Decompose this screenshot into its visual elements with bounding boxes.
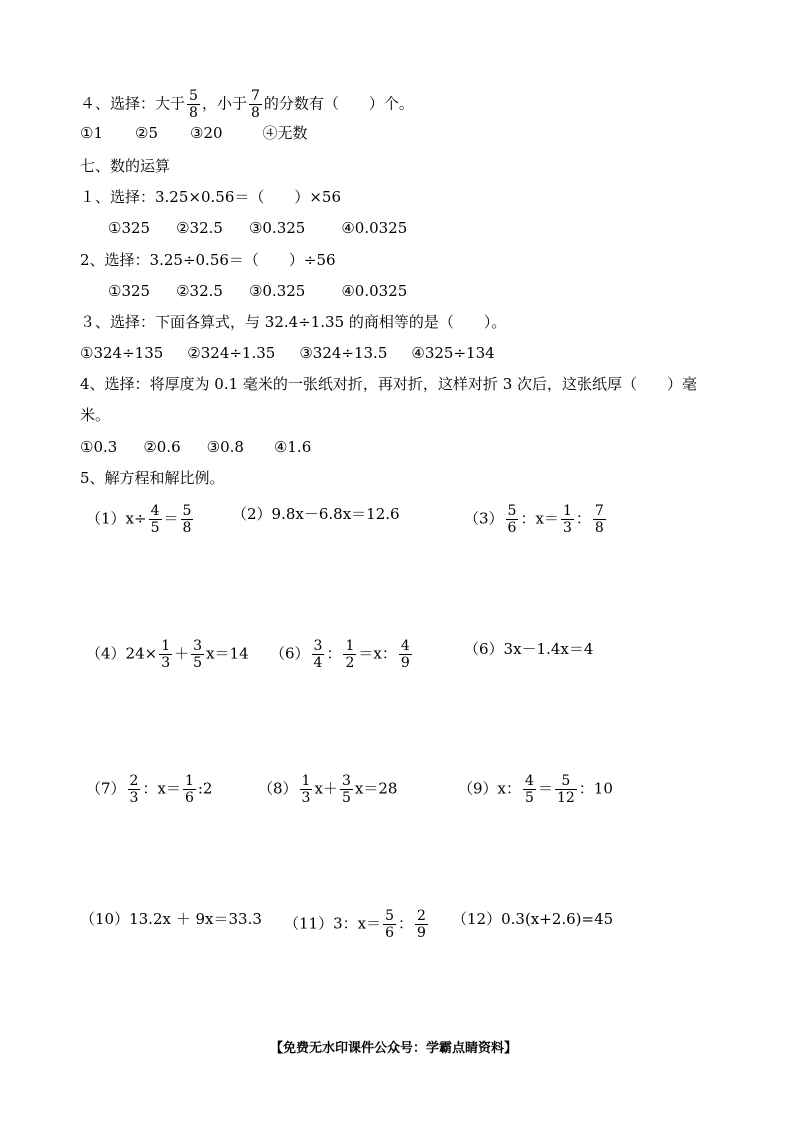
q3-options bbox=[80, 344, 495, 362]
fraction: $\frac{1}{6}$ bbox=[184, 773, 194, 806]
question-4b-line1: 4、选择：将厚度为 0.1 毫米的一张纸对折，再对折，这样对折 3 次后，这张纸厚（ ）毫 bbox=[80, 375, 698, 393]
option: ②5 bbox=[135, 124, 158, 142]
fraction: $\frac{1}{2}$ bbox=[345, 638, 355, 671]
equation-2: （2）9.8x－6.8x＝12.6 bbox=[232, 505, 400, 523]
option: ④0.0325 bbox=[341, 282, 408, 300]
fraction: $\frac{1}{3}$ bbox=[161, 638, 171, 671]
equation-10: （10）13.2x ＋ 9x＝33.3 bbox=[80, 910, 262, 928]
equation-1: （1）x÷ $\frac{4}{5}$ ＝ $\frac{5}{8}$ bbox=[86, 503, 192, 536]
q4-suffix: 的分数有（ ）个。 bbox=[263, 94, 414, 113]
fraction: $\frac{4}{5}$ bbox=[525, 773, 534, 806]
q4b-options bbox=[80, 438, 311, 456]
equation-11: （11）3：x＝ $\frac{5}{6}$ ： $\frac{2}{9}$ bbox=[284, 908, 426, 941]
fraction: $\frac{3}{4}$ bbox=[313, 638, 323, 671]
equation-5: （6） $\frac{3}{4}$ ： $\frac{1}{2}$ ＝x： $\frac{4}{9}$ bbox=[270, 638, 410, 671]
option: ②0.6 bbox=[143, 438, 181, 456]
fraction: $\frac{2}{9}$ bbox=[417, 908, 426, 941]
option: ②324÷1.35 bbox=[187, 344, 276, 362]
section-title: 七、数的运算 bbox=[80, 157, 171, 175]
option: ④325÷134 bbox=[411, 344, 495, 362]
option: ②32.5 bbox=[176, 282, 223, 300]
fraction: $\frac{3}{5}$ bbox=[193, 638, 203, 671]
equation-4: （4）24× $\frac{1}{3}$ ＋ $\frac{3}{5}$ x＝14 bbox=[86, 638, 249, 671]
q4-mid: ，小于 bbox=[201, 94, 247, 113]
question-5-title: 5、解方程和解比例。 bbox=[80, 469, 225, 487]
question-3: ３、选择：下面各算式，与 32.4÷1.35 的商相等的是（ ）。 bbox=[80, 313, 507, 331]
equation-9: （9）x： $\frac{4}{5}$ ＝ $\frac{5}{12}$ ：10 bbox=[458, 773, 613, 806]
option: ④无数 bbox=[262, 124, 308, 142]
fraction: $\frac{3}{5}$ bbox=[341, 773, 351, 806]
fraction: $\frac{2}{3}$ bbox=[129, 773, 139, 806]
fraction: $\frac{4}{9}$ bbox=[400, 638, 410, 671]
q4-options bbox=[80, 124, 308, 142]
option: ③20 bbox=[190, 124, 223, 142]
equation-3: （3） $\frac{5}{6}$ ：x＝ $\frac{1}{3}$ ： $\frac{7}{8}$ bbox=[464, 503, 604, 536]
fraction: $\frac{7}{8}$ bbox=[594, 503, 604, 536]
footer-note: 【免费无水印课件公众号：学霸点睛资料】 bbox=[270, 1041, 518, 1056]
equation-7: （7） $\frac{2}{3}$ ：x＝ $\frac{1}{6}$ :2 bbox=[86, 773, 213, 806]
option: ④0.0325 bbox=[341, 219, 408, 237]
fraction: $\frac{5}{8}$ bbox=[182, 503, 192, 536]
fraction: $\frac{5}{12}$ bbox=[556, 773, 575, 806]
fraction: $\frac{1}{3}$ bbox=[562, 503, 572, 536]
equation-8: （8） $\frac{1}{3}$ x＋ $\frac{3}{5}$ x＝28 bbox=[258, 773, 398, 806]
question-4-top bbox=[80, 88, 414, 121]
option: ③0.8 bbox=[206, 438, 244, 456]
option: ③0.325 bbox=[248, 219, 306, 237]
question-1: １、选择：3.25×0.56＝（ ）×56 bbox=[80, 188, 342, 206]
question-4b-line2: 米。 bbox=[80, 406, 111, 424]
option: ②32.5 bbox=[176, 219, 223, 237]
option: ①324÷135 bbox=[80, 344, 164, 362]
fraction: $\frac{7}{8}$ bbox=[250, 88, 260, 121]
equation-6: （6）3x－1.4x＝4 bbox=[464, 640, 594, 658]
option: ①325 bbox=[108, 282, 151, 300]
q2-options bbox=[108, 282, 407, 300]
question-2: 2、选择：3.25÷0.56＝（ ）÷56 bbox=[80, 251, 336, 269]
fraction: $\frac{1}{3}$ bbox=[301, 773, 311, 806]
option: ④1.6 bbox=[273, 438, 312, 456]
q1-options bbox=[108, 219, 407, 237]
fraction: $\frac{5}{6}$ bbox=[507, 503, 517, 536]
option: ③324÷13.5 bbox=[299, 344, 388, 362]
fraction: $\frac{5}{6}$ bbox=[385, 908, 395, 941]
option: ①0.3 bbox=[80, 438, 118, 456]
fraction: $\frac{4}{5}$ bbox=[150, 503, 160, 536]
option: ①325 bbox=[108, 219, 151, 237]
q4-prefix: ４、选择：大于 bbox=[80, 94, 186, 113]
fraction: $\frac{5}{8}$ bbox=[189, 88, 198, 121]
option: ①1 bbox=[80, 124, 103, 142]
option: ③0.325 bbox=[248, 282, 306, 300]
equation-12: （12）0.3(x+2.6)=45 bbox=[452, 910, 614, 928]
